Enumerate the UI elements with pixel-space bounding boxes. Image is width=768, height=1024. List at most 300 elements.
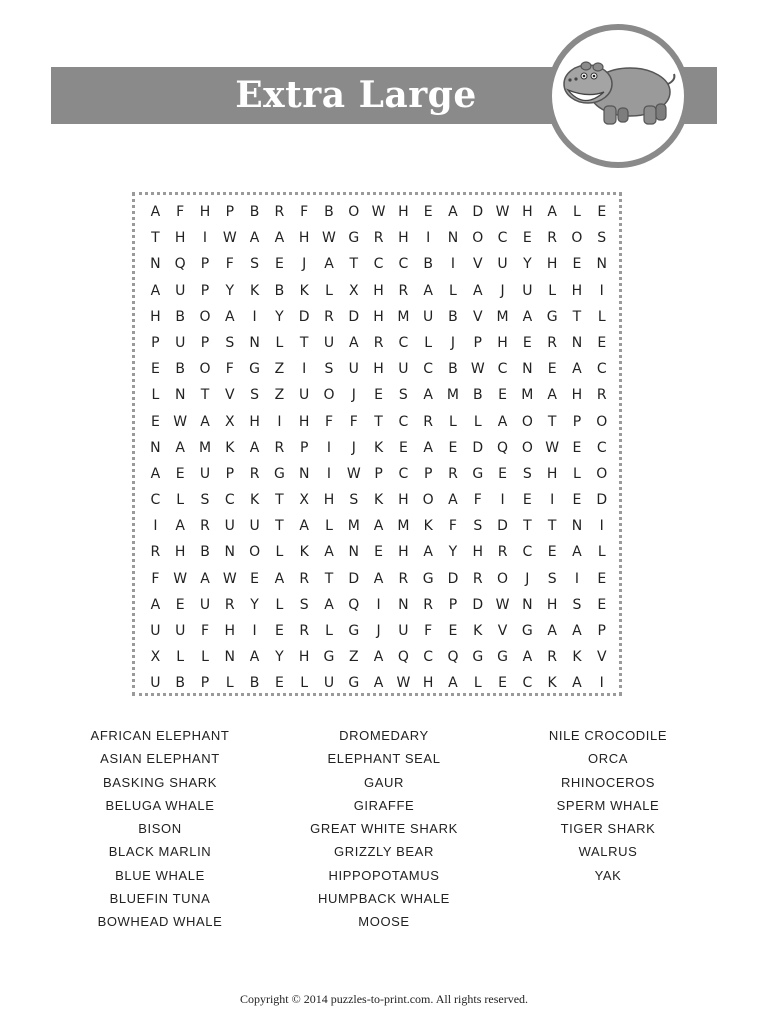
grid-letter[interactable]: B [249, 675, 260, 692]
grid-letter[interactable]: V [497, 623, 508, 639]
grid-letter[interactable]: D [348, 570, 360, 587]
grid-letter[interactable]: B [324, 204, 334, 220]
grid-letter[interactable]: P [151, 334, 160, 351]
grid-letter[interactable]: L [325, 518, 333, 535]
grid-letter[interactable]: C [522, 675, 533, 692]
grid-letter[interactable]: I [574, 570, 580, 587]
grid-letter[interactable]: E [274, 623, 284, 639]
grid-letter[interactable]: B [200, 544, 210, 561]
grid-letter[interactable]: A [150, 596, 161, 613]
grid-letter[interactable]: I [153, 518, 158, 535]
grid-letter[interactable]: L [573, 465, 581, 482]
grid-letter[interactable]: C [423, 361, 434, 378]
grid-letter[interactable]: S [225, 334, 235, 351]
grid-letter[interactable]: K [299, 544, 309, 561]
grid-letter[interactable]: C [497, 361, 508, 378]
grid-letter[interactable]: A [448, 492, 458, 509]
grid-letter[interactable]: E [175, 465, 185, 482]
grid-letter[interactable]: L [449, 282, 457, 299]
grid-letter[interactable]: S [349, 492, 359, 509]
grid-letter[interactable]: N [571, 334, 583, 351]
grid-letter[interactable]: E [547, 544, 557, 561]
grid-letter[interactable]: U [398, 361, 409, 378]
grid-letter[interactable]: I [326, 439, 332, 456]
grid-letter[interactable]: N [224, 544, 236, 561]
grid-letter[interactable]: N [298, 465, 310, 482]
grid-letter[interactable]: Y [275, 649, 284, 666]
grid-letter[interactable]: A [324, 256, 334, 273]
grid-letter[interactable]: O [249, 544, 261, 561]
grid-letter[interactable]: A [200, 413, 210, 430]
grid-letter[interactable]: L [176, 492, 185, 509]
grid-letter[interactable]: C [497, 230, 508, 247]
grid-letter[interactable]: C [398, 334, 409, 351]
grid-letter[interactable]: X [299, 492, 309, 509]
grid-letter[interactable]: C [398, 465, 409, 482]
grid-letter[interactable]: S [522, 465, 532, 482]
grid-letter[interactable]: J [376, 623, 381, 639]
word-search-grid[interactable] [143, 199, 614, 697]
grid-letter[interactable]: B [175, 361, 185, 378]
grid-letter[interactable]: X [150, 649, 161, 666]
grid-letter[interactable]: X [224, 413, 235, 430]
grid-letter[interactable]: I [326, 465, 332, 482]
grid-letter[interactable]: S [473, 518, 483, 535]
grid-letter[interactable]: L [424, 334, 433, 351]
grid-letter[interactable]: O [497, 570, 509, 587]
grid-letter[interactable]: E [572, 439, 582, 456]
grid-letter[interactable]: C [423, 649, 434, 666]
grid-letter[interactable]: I [599, 282, 604, 299]
grid-letter[interactable]: J [500, 282, 505, 299]
grid-letter[interactable]: W [173, 570, 188, 587]
grid-letter[interactable]: C [373, 256, 384, 273]
grid-letter[interactable]: H [373, 282, 384, 299]
grid-letter[interactable]: K [225, 439, 235, 456]
grid-letter[interactable]: L [275, 544, 284, 561]
grid-letter[interactable]: N [150, 256, 161, 273]
grid-letter[interactable]: G [323, 649, 335, 666]
grid-letter[interactable]: R [547, 334, 558, 351]
grid-letter[interactable]: M [496, 308, 509, 325]
grid-letter[interactable]: H [398, 204, 409, 220]
grid-letter[interactable]: S [250, 256, 260, 273]
grid-letter[interactable]: L [548, 282, 557, 299]
grid-letter[interactable]: E [498, 465, 507, 482]
grid-letter[interactable]: U [150, 675, 161, 692]
grid-letter[interactable]: I [302, 361, 307, 378]
grid-letter[interactable]: L [473, 675, 482, 692]
grid-letter[interactable]: G [422, 570, 434, 587]
grid-letter[interactable]: E [572, 492, 582, 509]
grid-letter[interactable]: B [274, 282, 285, 299]
grid-letter[interactable]: I [376, 596, 381, 613]
grid-letter[interactable]: A [547, 387, 557, 404]
grid-letter[interactable]: K [473, 623, 483, 639]
grid-letter[interactable]: P [225, 465, 235, 482]
grid-letter[interactable]: G [249, 361, 261, 378]
grid-letter[interactable]: A [497, 413, 508, 430]
grid-letter[interactable]: S [572, 596, 582, 613]
grid-letter[interactable]: I [277, 413, 282, 430]
grid-letter[interactable]: N [174, 387, 186, 404]
grid-letter[interactable]: D [472, 439, 484, 456]
grid-letter[interactable]: A [324, 544, 334, 561]
grid-letter[interactable]: U [299, 387, 310, 404]
grid-letter[interactable]: V [472, 256, 483, 273]
grid-letter[interactable]: S [398, 387, 408, 404]
grid-letter[interactable]: O [422, 492, 434, 509]
grid-letter[interactable]: J [351, 439, 356, 456]
grid-letter[interactable]: I [426, 230, 431, 247]
grid-letter[interactable]: H [174, 230, 186, 247]
grid-letter[interactable]: E [572, 256, 582, 273]
grid-letter[interactable]: F [324, 413, 333, 430]
grid-letter[interactable]: N [522, 596, 533, 613]
grid-letter[interactable]: A [150, 282, 161, 299]
grid-letter[interactable]: L [225, 675, 234, 692]
grid-letter[interactable]: R [200, 518, 210, 535]
grid-letter[interactable]: I [450, 256, 456, 273]
grid-letter[interactable]: H [571, 282, 583, 299]
grid-letter[interactable]: L [597, 308, 606, 325]
grid-letter[interactable]: L [325, 282, 333, 299]
grid-letter[interactable]: R [547, 230, 558, 247]
grid-letter[interactable]: Y [225, 282, 235, 299]
grid-letter[interactable]: E [522, 230, 532, 247]
grid-letter[interactable]: H [224, 623, 236, 639]
grid-letter[interactable]: T [523, 518, 532, 535]
grid-letter[interactable]: G [472, 649, 484, 666]
grid-letter[interactable]: O [596, 413, 608, 430]
grid-letter[interactable]: H [298, 649, 310, 666]
grid-letter[interactable]: H [298, 413, 310, 430]
grid-letter[interactable]: U [348, 361, 359, 378]
grid-letter[interactable]: A [249, 649, 260, 666]
grid-letter[interactable]: A [423, 439, 433, 456]
grid-letter[interactable]: O [323, 387, 335, 404]
grid-letter[interactable]: W [222, 570, 237, 587]
grid-letter[interactable]: L [151, 387, 160, 404]
grid-letter[interactable]: R [547, 649, 558, 666]
grid-letter[interactable]: H [249, 413, 260, 430]
grid-letter[interactable]: Q [497, 439, 509, 456]
grid-letter[interactable]: G [497, 649, 508, 666]
grid-letter[interactable]: E [597, 204, 607, 220]
grid-letter[interactable]: E [250, 570, 260, 587]
grid-letter[interactable]: F [225, 361, 234, 378]
grid-letter[interactable]: W [222, 230, 237, 247]
grid-letter[interactable]: H [398, 230, 409, 247]
grid-letter[interactable]: S [597, 230, 607, 247]
grid-letter[interactable]: A [150, 465, 161, 482]
grid-letter[interactable]: H [546, 596, 558, 613]
grid-letter[interactable]: U [199, 465, 211, 482]
grid-letter[interactable]: R [373, 230, 384, 247]
grid-letter[interactable]: F [200, 623, 210, 639]
grid-letter[interactable]: K [249, 282, 260, 299]
grid-letter[interactable]: N [522, 361, 533, 378]
grid-letter[interactable]: W [371, 204, 386, 220]
grid-letter[interactable]: P [200, 675, 210, 692]
grid-letter[interactable]: Z [274, 387, 285, 404]
grid-letter[interactable]: I [550, 492, 555, 509]
grid-letter[interactable]: Q [174, 256, 186, 273]
grid-letter[interactable]: M [446, 387, 459, 404]
grid-letter[interactable]: A [175, 518, 185, 535]
grid-letter[interactable]: N [249, 334, 260, 351]
grid-letter[interactable]: T [547, 413, 557, 430]
grid-letter[interactable]: Y [275, 308, 284, 325]
grid-letter[interactable]: E [274, 256, 284, 273]
grid-letter[interactable]: H [150, 308, 161, 325]
grid-letter[interactable]: G [472, 465, 484, 482]
grid-letter[interactable]: Y [250, 596, 259, 613]
grid-letter[interactable]: A [472, 282, 483, 299]
grid-letter[interactable]: F [424, 623, 433, 639]
grid-letter[interactable]: L [275, 596, 284, 613]
grid-letter[interactable]: E [522, 492, 532, 509]
grid-letter[interactable]: R [224, 596, 235, 613]
grid-letter[interactable]: P [299, 439, 309, 456]
grid-letter[interactable]: A [547, 623, 557, 639]
grid-letter[interactable]: E [374, 544, 383, 561]
grid-letter[interactable]: H [522, 204, 533, 220]
grid-letter[interactable]: C [596, 439, 607, 456]
grid-letter[interactable]: A [373, 675, 384, 692]
grid-letter[interactable]: W [495, 204, 510, 220]
grid-letter[interactable]: U [249, 518, 260, 535]
grid-letter[interactable]: H [546, 465, 558, 482]
grid-letter[interactable]: R [373, 334, 384, 351]
grid-letter[interactable]: J [450, 334, 456, 351]
grid-letter[interactable]: J [525, 570, 530, 587]
grid-letter[interactable]: A [200, 570, 210, 587]
grid-letter[interactable]: E [547, 361, 557, 378]
grid-letter[interactable]: G [546, 308, 558, 325]
grid-letter[interactable]: U [175, 334, 186, 351]
grid-letter[interactable]: P [200, 334, 210, 351]
grid-letter[interactable]: V [596, 649, 607, 666]
grid-letter[interactable]: C [596, 361, 607, 378]
grid-letter[interactable]: U [323, 334, 335, 351]
grid-letter[interactable]: G [348, 623, 360, 639]
grid-letter[interactable]: P [597, 623, 606, 639]
grid-letter[interactable]: B [448, 361, 458, 378]
grid-letter[interactable]: K [249, 492, 260, 509]
grid-letter[interactable]: K [547, 675, 557, 692]
grid-letter[interactable]: G [273, 465, 285, 482]
grid-letter[interactable]: B [472, 387, 483, 404]
grid-letter[interactable]: O [348, 204, 360, 220]
grid-letter[interactable]: T [547, 518, 557, 535]
grid-letter[interactable]: W [545, 439, 560, 456]
grid-letter[interactable]: P [374, 465, 383, 482]
grid-letter[interactable]: H [199, 204, 211, 220]
grid-letter[interactable]: W [346, 465, 361, 482]
grid-letter[interactable]: U [323, 675, 335, 692]
grid-letter[interactable]: R [299, 623, 310, 639]
grid-letter[interactable]: P [572, 413, 582, 430]
grid-letter[interactable]: E [448, 439, 458, 456]
grid-letter[interactable]: B [175, 675, 185, 692]
grid-letter[interactable]: K [373, 439, 384, 456]
grid-letter[interactable]: F [225, 256, 234, 273]
grid-letter[interactable]: P [448, 596, 458, 613]
grid-letter[interactable]: C [150, 492, 161, 509]
grid-letter[interactable]: B [448, 308, 458, 325]
grid-letter[interactable]: R [398, 282, 409, 299]
grid-letter[interactable]: K [423, 518, 433, 535]
grid-letter[interactable]: P [200, 282, 210, 299]
grid-letter[interactable]: U [175, 282, 186, 299]
grid-letter[interactable]: W [396, 675, 411, 692]
grid-letter[interactable]: I [599, 675, 604, 692]
grid-letter[interactable]: M [198, 439, 212, 456]
grid-letter[interactable]: E [522, 334, 532, 351]
grid-letter[interactable]: N [447, 230, 459, 247]
grid-letter[interactable]: E [597, 570, 607, 587]
grid-letter[interactable]: F [448, 518, 457, 535]
grid-letter[interactable]: P [473, 334, 482, 351]
grid-letter[interactable]: E [398, 439, 408, 456]
grid-letter[interactable]: U [398, 623, 409, 639]
grid-letter[interactable]: L [449, 413, 457, 430]
grid-letter[interactable]: E [597, 596, 607, 613]
grid-letter[interactable]: J [302, 256, 307, 273]
grid-letter[interactable]: E [175, 596, 185, 613]
grid-letter[interactable]: E [374, 387, 383, 404]
grid-letter[interactable]: G [348, 230, 360, 247]
grid-letter[interactable]: E [150, 361, 160, 378]
grid-letter[interactable]: L [325, 623, 333, 639]
grid-letter[interactable]: Y [448, 544, 458, 561]
grid-letter[interactable]: O [521, 413, 533, 430]
grid-letter[interactable]: R [249, 465, 260, 482]
grid-letter[interactable]: E [448, 623, 458, 639]
grid-letter[interactable]: J [351, 387, 356, 404]
grid-letter[interactable]: O [596, 465, 608, 482]
grid-letter[interactable]: Q [447, 649, 459, 666]
grid-letter[interactable]: A [423, 282, 433, 299]
grid-letter[interactable]: A [448, 675, 458, 692]
grid-letter[interactable]: P [200, 256, 210, 273]
grid-letter[interactable]: G [348, 675, 360, 692]
grid-letter[interactable]: T [151, 230, 160, 247]
grid-letter[interactable]: V [225, 387, 235, 404]
grid-letter[interactable]: W [173, 413, 188, 430]
grid-letter[interactable]: D [472, 596, 484, 613]
grid-letter[interactable]: A [150, 204, 161, 220]
grid-letter[interactable]: C [224, 492, 235, 509]
grid-letter[interactable]: S [547, 570, 557, 587]
grid-letter[interactable]: A [547, 204, 557, 220]
grid-letter[interactable]: H [546, 256, 558, 273]
grid-letter[interactable]: T [324, 570, 334, 587]
grid-letter[interactable]: T [200, 387, 210, 404]
grid-letter[interactable]: A [225, 308, 235, 325]
grid-letter[interactable]: N [348, 544, 360, 561]
grid-letter[interactable]: G [521, 623, 533, 639]
grid-letter[interactable]: K [299, 282, 309, 299]
grid-letter[interactable]: I [252, 308, 257, 325]
grid-letter[interactable]: Y [523, 256, 532, 273]
grid-letter[interactable]: A [423, 544, 433, 561]
grid-letter[interactable]: A [175, 439, 185, 456]
grid-letter[interactable]: C [398, 256, 409, 273]
grid-letter[interactable]: V [472, 308, 483, 325]
grid-letter[interactable]: T [349, 256, 359, 273]
grid-letter[interactable]: R [274, 204, 285, 220]
grid-letter[interactable]: H [298, 230, 310, 247]
grid-letter[interactable]: E [274, 675, 284, 692]
grid-letter[interactable]: W [470, 361, 485, 378]
grid-letter[interactable]: A [348, 334, 359, 351]
grid-letter[interactable]: B [249, 204, 260, 220]
grid-letter[interactable]: A [249, 230, 260, 247]
grid-letter[interactable]: A [448, 204, 458, 220]
grid-letter[interactable]: A [572, 361, 582, 378]
grid-letter[interactable]: U [497, 256, 508, 273]
grid-letter[interactable]: K [373, 492, 384, 509]
grid-letter[interactable]: H [472, 544, 484, 561]
grid-letter[interactable]: R [398, 570, 409, 587]
grid-letter[interactable]: R [423, 596, 434, 613]
grid-letter[interactable]: Z [274, 361, 285, 378]
grid-letter[interactable]: R [423, 413, 434, 430]
grid-letter[interactable]: D [447, 570, 459, 587]
grid-letter[interactable]: I [252, 623, 257, 639]
grid-letter[interactable]: B [175, 308, 185, 325]
grid-letter[interactable]: O [472, 230, 484, 247]
grid-letter[interactable]: D [298, 308, 310, 325]
grid-letter[interactable]: D [596, 492, 608, 509]
grid-letter[interactable]: L [300, 675, 309, 692]
grid-letter[interactable]: H [422, 675, 434, 692]
grid-letter[interactable]: B [423, 256, 433, 273]
grid-letter[interactable]: D [497, 518, 508, 535]
grid-letter[interactable]: R [472, 570, 483, 587]
grid-letter[interactable]: E [498, 387, 507, 404]
grid-letter[interactable]: C [398, 413, 409, 430]
grid-letter[interactable]: F [300, 204, 309, 220]
grid-letter[interactable]: A [522, 649, 533, 666]
grid-letter[interactable]: L [597, 544, 606, 561]
grid-letter[interactable]: X [348, 282, 359, 299]
grid-letter[interactable]: H [373, 308, 384, 325]
grid-letter[interactable]: W [495, 596, 510, 613]
grid-letter[interactable]: R [448, 465, 458, 482]
grid-letter[interactable]: A [572, 544, 582, 561]
grid-letter[interactable]: H [398, 492, 409, 509]
grid-letter[interactable]: E [498, 675, 507, 692]
grid-letter[interactable]: O [199, 361, 211, 378]
grid-letter[interactable]: I [599, 518, 604, 535]
grid-letter[interactable]: L [275, 334, 284, 351]
grid-letter[interactable]: D [348, 308, 360, 325]
grid-letter[interactable]: A [373, 649, 384, 666]
grid-letter[interactable]: R [274, 439, 285, 456]
grid-letter[interactable]: A [373, 570, 384, 587]
grid-letter[interactable]: C [522, 544, 533, 561]
grid-letter[interactable]: U [522, 282, 533, 299]
grid-letter[interactable]: N [150, 439, 161, 456]
grid-letter[interactable]: O [571, 230, 583, 247]
grid-letter[interactable]: T [572, 308, 582, 325]
grid-letter[interactable]: H [323, 492, 335, 509]
grid-letter[interactable]: T [275, 492, 284, 509]
grid-letter[interactable]: H [174, 544, 186, 561]
